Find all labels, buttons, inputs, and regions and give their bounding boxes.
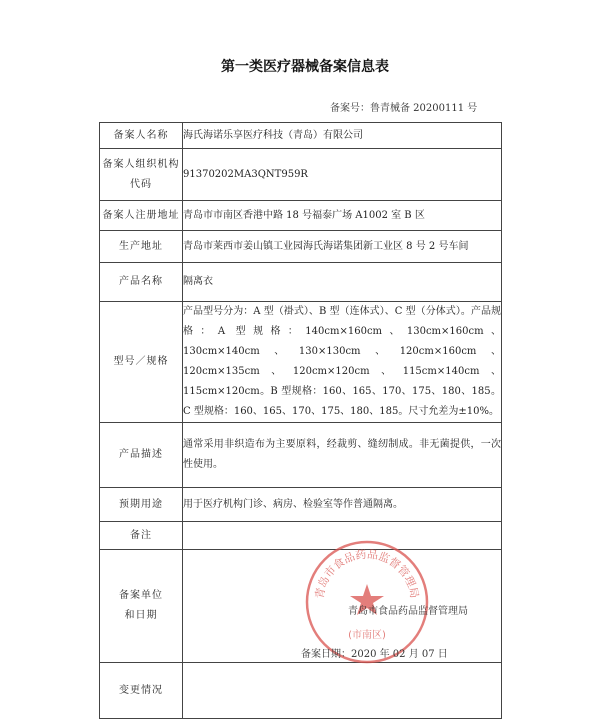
record-number: 备案号：鲁青械备 20200111 号 <box>330 103 478 114</box>
row-label: 产品描述 <box>100 423 183 488</box>
row-label: 产品名称 <box>100 263 183 302</box>
row-label: 预期用途 <box>100 488 183 522</box>
row-value: 青岛市莱西市姜山镇工业园海氏海诺集团新工业区 8 号 2 号车间 <box>183 231 502 263</box>
row-label: 变更情况 <box>100 663 183 719</box>
row-label: 型号／规格 <box>100 302 183 423</box>
row-label-line: 和日期 <box>124 610 158 621</box>
table-row <box>100 263 502 302</box>
table-row <box>100 302 502 423</box>
row-value: 青岛市市南区香港中路 18 号福泰广场 A1002 室 B 区 <box>183 201 502 231</box>
row-value: 91370202MA3QNT959R <box>183 149 502 201</box>
svg-text:(市南区): (市南区) <box>348 630 386 641</box>
document-title: 第一类医疗器械备案信息表 <box>221 59 389 75</box>
row-label <box>100 550 183 663</box>
row-value: 海氏海诺乐享医疗科技（青岛）有限公司 <box>183 123 502 149</box>
row-value: 隔离衣 <box>183 263 502 302</box>
row-value: 通常采用非织造布为主要原料，经裁剪、缝纫制成。非无菌提供，一次性使用。 <box>183 423 502 488</box>
table-row <box>100 201 502 231</box>
row-label: 备案人名称 <box>100 123 183 149</box>
table-row <box>100 149 502 201</box>
row-label-line: 备案人组织机构 <box>102 158 180 170</box>
signature-cell <box>183 547 502 663</box>
svg-text:青岛市食品药品监督管理局: 青岛市食品药品监督管理局 <box>312 547 422 600</box>
row-label: 备注 <box>100 522 183 550</box>
table-row <box>100 522 502 550</box>
table-row <box>100 231 502 263</box>
row-label-line: 备案单位 <box>119 590 163 601</box>
issuing-authority: 青岛市食品药品监督管理局 <box>348 606 468 617</box>
row-label: 生产地址 <box>100 231 183 263</box>
table-row <box>100 423 502 488</box>
row-label-line: 代码 <box>130 178 152 190</box>
row-value <box>183 663 502 719</box>
filing-info-table <box>99 122 502 719</box>
row-label: 备案人注册地址 <box>100 201 183 231</box>
table-row <box>100 488 502 522</box>
table-row <box>100 550 502 663</box>
table-row <box>100 123 502 149</box>
table-row <box>100 663 502 719</box>
row-value: 用于医疗机构门诊、病房、检验室等作普通隔离。 <box>183 488 502 522</box>
row-value: 产品型号分为：A 型（褂式）、B 型（连体式）、C 型（分体式）。产品规格：A 型规格：140cm×160cm、130cm×160cm、130cm×140cm、130×130cm、120cm×160cm、120cm×135cm、120cm×120cm、115cm×140cm、115cm×120cm。B 型规格：160、165、170、175、180、185。C 型规格：160、165、170、175、180、185。尺寸允差为±10%。 <box>183 302 502 423</box>
row-label <box>100 149 183 201</box>
filing-date: 备案日期：2020 年 02 月 07 日 <box>301 649 448 660</box>
